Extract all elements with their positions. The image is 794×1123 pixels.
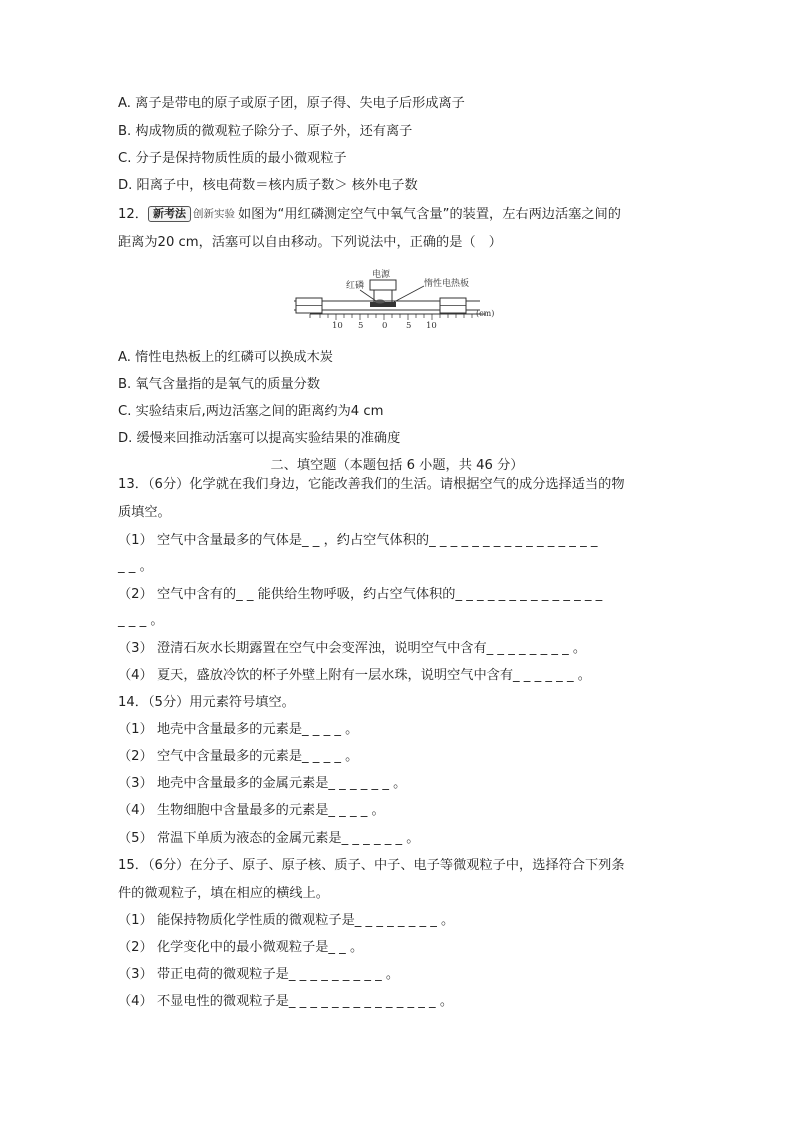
q12-option-a: A. 惰性电热板上的红磷可以换成木炭 — [118, 350, 333, 365]
q13-item1-line1: （1） 空气中含量最多的气体是_ _ ，约占空气体积的_ _ _ _ _ _ _ _ _ _ _ _ _ _ _ _ — [118, 533, 598, 548]
q11-option-b: B. 构成物质的微观粒子除分子、原子外，还有离子 — [118, 124, 413, 139]
q12-tag — [148, 205, 235, 223]
q11-option-d: D. 阳离子中，核电荷数＝核内质子数＞ 核外电子数 — [118, 178, 418, 193]
q13-item2-line1: （2） 空气中含有的_ _ 能供给生物呼吸，约占空气体积的_ _ _ _ _ _ _ _ _ _ _ _ _ _ — [118, 587, 603, 602]
figure-tick-label: 0 — [382, 321, 388, 331]
figure-label-plate: 惰性电热板 — [424, 279, 470, 289]
figure-label-power: 电源 — [372, 270, 391, 280]
q15-stem-line2: 件的微观粒子，填在相应的横线上。 — [118, 886, 329, 901]
q13-item4: （4） 夏天，盛放冷饮的杯子外壁上附有一层水珠，说明空气中含有_ _ _ _ _ _ 。 — [118, 668, 591, 683]
q13-item3: （3） 澄清石灰水长期露置在空气中会变浑浊，说明空气中含有_ _ _ _ _ _ _ _ 。 — [118, 641, 587, 656]
q12-tag-main: 新考法 — [148, 206, 191, 222]
q11-option-a: A. 离子是带电的原子或原子团，原子得、失电子后形成离子 — [118, 96, 465, 111]
figure-tick-label: 10 — [332, 321, 343, 331]
section2-title: 二、填空题（本题包括 6 小题，共 46 分） — [270, 458, 524, 473]
q14-item5: （5） 常温下单质为液态的金属元素是_ _ _ _ _ _ 。 — [118, 831, 420, 846]
figure-tick-label: 5 — [406, 321, 412, 331]
q14-stem: 14．（5分）用元素符号填空。 — [118, 695, 295, 710]
q14-item1: （1） 地壳中含量最多的元素是_ _ _ _ 。 — [118, 722, 359, 737]
q13-item1-line2: _ _ 。 — [118, 559, 153, 574]
q15-item3: （3） 带正电荷的微观粒子是_ _ _ _ _ _ _ _ _ 。 — [118, 967, 400, 982]
q15-item4: （4） 不显电性的微观粒子是_ _ _ _ _ _ _ _ _ _ _ _ _ _ 。 — [118, 994, 454, 1009]
q12-option-b: B. 氧气含量指的是氧气的质量分数 — [118, 377, 321, 392]
q12-text-line2: 距离为20 cm，活塞可以自由移动。下列说法中，正确的是（ ） — [118, 235, 502, 250]
q11-option-c: C. 分子是保持物质性质的最小微观粒子 — [118, 151, 347, 166]
q15-item2: （2） 化学变化中的最小微观粒子是_ _ 。 — [118, 940, 364, 955]
q12-apparatus-figure — [290, 268, 510, 334]
q12-stem-line1 — [118, 205, 621, 224]
figure-tick-label: 10 — [426, 321, 437, 331]
q12-option-c: C. 实验结束后,两边活塞之间的距离约为4 cm — [118, 404, 384, 419]
q15-stem-line1: 15．（6分）在分子、原子、原子核、质子、中子、电子等微观粒子中，选择符合下列条 — [118, 858, 625, 873]
q12-number: 12． — [118, 207, 148, 222]
q14-item2: （2） 空气中含量最多的元素是_ _ _ _ 。 — [118, 749, 359, 764]
q12-tag-sub: 创新实验 — [192, 208, 235, 220]
q12-text-line1: 如图为“用红磷测定空气中氧气含量”的装置，左右两边活塞之间的 — [237, 207, 621, 222]
q12-option-d: D. 缓慢来回推动活塞可以提高实验结果的准确度 — [118, 431, 401, 446]
figure-ruler-unit: (cm) — [476, 309, 495, 318]
q13-stem-line2: 质填空。 — [118, 505, 171, 520]
q14-item3: （3） 地壳中含量最多的金属元素是_ _ _ _ _ _ 。 — [118, 776, 407, 791]
q14-item4: （4） 生物细胞中含量最多的元素是_ _ _ _ 。 — [118, 803, 385, 818]
q13-item2-line2: _ _ _ 。 — [118, 613, 164, 628]
q15-item1: （1） 能保持物质化学性质的微观粒子是_ _ _ _ _ _ _ _ 。 — [118, 913, 455, 928]
figure-label-phosphorus: 红磷 — [346, 281, 365, 291]
figure-tick-label: 5 — [358, 321, 364, 331]
q13-stem-line1: 13．（6分）化学就在我们身边，它能改善我们的生活。请根据空气的成分选择适当的物 — [118, 477, 625, 492]
